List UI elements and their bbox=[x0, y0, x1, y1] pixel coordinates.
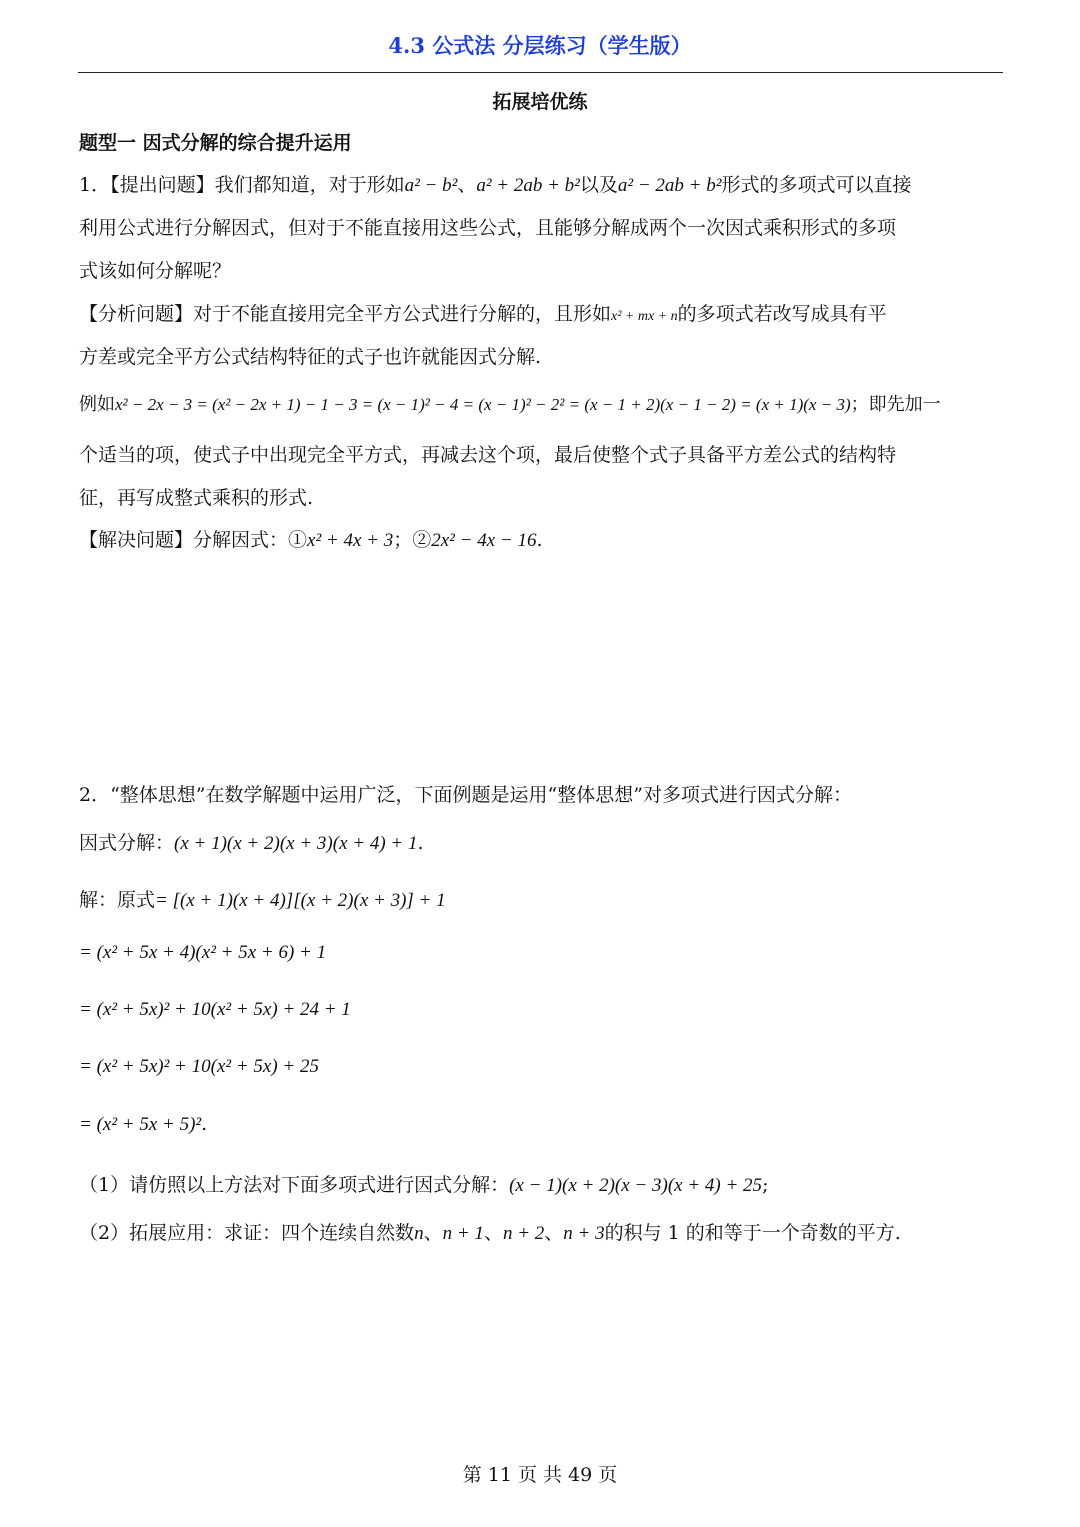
math-expression: (x + 1)(x + 2)(x + 3)(x + 4) + 1 bbox=[174, 833, 418, 854]
separator: 、 bbox=[423, 1222, 443, 1244]
q2-text: （1）请仿照以上方法对下面多项式进行因式分解： bbox=[79, 1174, 510, 1196]
math-expression: x² + 4x + 3 bbox=[307, 530, 394, 551]
q1-line-5: 方差或完全平方公式结构特征的式子也许就能因式分解. bbox=[79, 346, 542, 368]
math-expression: n + 3 bbox=[563, 1223, 605, 1244]
q1-text: ；② bbox=[393, 529, 432, 551]
question-type-title: 题型一 因式分解的综合提升运用 bbox=[79, 132, 352, 154]
q1-text: 【解决问题】分解因式：① bbox=[79, 529, 308, 551]
q1-line-8: 征，再写成整式乘积的形式. bbox=[79, 487, 314, 509]
math-expression: (x − 1)(x + 2)(x − 3)(x + 4) + 25 bbox=[509, 1175, 763, 1196]
math-expression: a² + 2ab + b² bbox=[476, 175, 580, 196]
math-expression: n bbox=[414, 1223, 424, 1244]
q2-text: ; bbox=[762, 1174, 769, 1196]
separator: 、 bbox=[544, 1222, 564, 1244]
q1-line-7: 个适当的项，使式子中出现完全平方式，再减去这个项，最后使整个式子具备平方差公式的结构特 bbox=[79, 444, 897, 466]
q2-solution-line-3: = (x² + 5x)² + 10(x² + 5x) + 24 + 1 bbox=[79, 999, 351, 1020]
q2-part-1 bbox=[79, 1170, 768, 1197]
q1-line-1 bbox=[79, 170, 911, 197]
q2-text: 的积与 1 的和等于一个奇数的平方. bbox=[604, 1222, 901, 1244]
q2-text: 因式分解： bbox=[79, 832, 175, 854]
q2-solution-line-4: = (x² + 5x)² + 10(x² + 5x) + 25 bbox=[79, 1056, 319, 1077]
q2-line-1: 2．“整体思想”在数学解题中运用广泛，下面例题是运用“整体思想”对多项式进行因式分解： bbox=[79, 784, 852, 806]
separator: 、 bbox=[483, 1222, 503, 1244]
q1-text: 的多项式若改写成具有平 bbox=[677, 303, 887, 325]
solution-label: 解：原式 bbox=[79, 889, 156, 911]
math-expression: n + 1 bbox=[442, 1223, 484, 1244]
q2-text: （2）拓展应用：求证：四个连续自然数 bbox=[79, 1222, 415, 1244]
q1-text: ；即先加一 bbox=[850, 394, 941, 415]
q2-solution-line-1 bbox=[79, 885, 446, 912]
q1-line-2: 利用公式进行分解因式，但对于不能直接用这些公式，且能够分解成两个一次因式乘积形式的多项 bbox=[79, 217, 897, 239]
math-expression: a² − b² bbox=[404, 175, 458, 196]
q2-solution-line-5 bbox=[79, 1113, 207, 1136]
section-title: 拓展培优练 bbox=[492, 91, 588, 113]
q2-line-2 bbox=[79, 828, 424, 855]
math-expression: x² + mx + n bbox=[611, 309, 678, 324]
q1-text: 例如 bbox=[79, 394, 115, 415]
math-expression: 2x² − 4x − 16 bbox=[431, 530, 537, 551]
q1-text: 【分析问题】对于不能直接用完全平方公式进行分解的，且形如 bbox=[79, 303, 612, 325]
q1-text: 形式的多项式可以直接 bbox=[721, 174, 912, 196]
q1-line-3: 式该如何分解呢？ bbox=[79, 260, 232, 282]
math-expression: n + 2 bbox=[502, 1223, 545, 1244]
q1-line-4 bbox=[79, 299, 887, 326]
q2-solution-line-2: = (x² + 5x + 4)(x² + 5x + 6) + 1 bbox=[79, 942, 327, 963]
math-expression: x² − 2x − 3 = (x² − 2x + 1) − 1 − 3 = (x − 1)² − 4 = (x − 1)² − 2² = (x − 1 + 2)(x − 1 − 2) = (x + 1)(x − 3) bbox=[115, 395, 851, 414]
separator: 、 bbox=[457, 174, 477, 196]
q2-text: . bbox=[417, 832, 424, 854]
math-expression: a² − 2ab + b² bbox=[617, 175, 722, 196]
q1-line-9 bbox=[79, 525, 543, 552]
q1-text: 以及 bbox=[579, 174, 618, 196]
header-divider bbox=[78, 72, 1003, 73]
q1-text: . bbox=[536, 529, 543, 551]
page-footer: 第 11 页 共 49 页 bbox=[462, 1464, 618, 1486]
q1-line-6 bbox=[79, 390, 941, 416]
q2-part-2 bbox=[79, 1218, 901, 1245]
math-expression: = [(x + 1)(x + 4)][(x + 2)(x + 3)] + 1 bbox=[155, 890, 446, 911]
document-header-title: 4.3 公式法 分层练习（学生版） bbox=[388, 33, 692, 58]
q1-text: 1．【提出问题】我们都知道，对于形如 bbox=[79, 174, 405, 196]
q2-text: . bbox=[201, 1113, 208, 1135]
math-expression: = (x² + 5x + 5)² bbox=[79, 1114, 202, 1135]
